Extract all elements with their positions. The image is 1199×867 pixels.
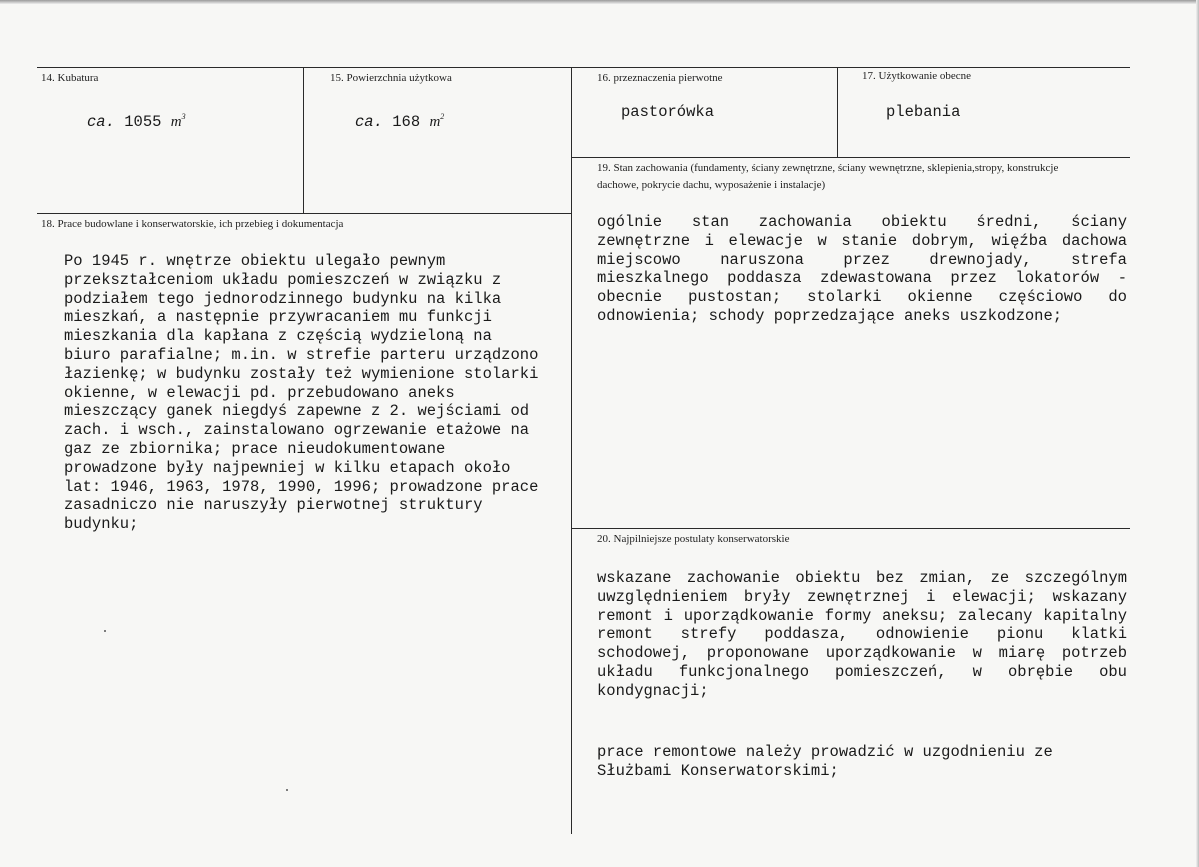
divider-16-17: [837, 67, 838, 157]
center-divider: [571, 67, 572, 834]
divider-14-15: [303, 67, 304, 213]
field-15-prefix: ca.: [355, 113, 383, 131]
field-14-number: 1055: [124, 113, 162, 131]
field-14-value: [87, 108, 186, 132]
field-16-label: 16. przeznaczenia pierwotne: [597, 72, 723, 84]
field-18-label: 18. Prace budowlane i konserwatorskie, ich przebieg i dokumentacja: [41, 218, 344, 230]
field-14-prefix: ca.: [87, 113, 115, 131]
field-17-value: plebania: [886, 103, 961, 121]
field-15-unit: $m^2$: [429, 112, 445, 130]
field-20-text-1: wskazane zachowanie obiektu bez zmian, ze szczególnym uwzględnieniem bryły zewnętrznej i elewacji; wskazany remont i uporządkowanie formy aneksu; zalecany kapitalny remont strefy poddasza, odnowienie pionu klatki schodowej, proponowane uporządkowanie w miarę potrzeb układu funkcjonalnego pomieszczeń, w obrębie obu kondygnacji;: [597, 569, 1127, 700]
field-17-label: 17. Użytkowanie obecne: [862, 70, 972, 82]
scan-edge-top: [0, 0, 1199, 4]
field-18-text: Po 1945 r. wnętrze obiektu ulegało pewnym przekształceniom układu pomieszczeń w związku z podziałem tego jednorodzinnego budynku na kilka mieszkań, a następnie przywracaniem mu funkcji mieszkania dla kapłana z częścią wydzieloną na biuro parafialne; m.in. w strefie parteru urządzono łazienkę; w budynku zostały też wymienione stolarki okienne, w elewacji pd. przebudowano aneks mieszczący ganek niegdyś zapewne z 2. wejściami od zach. i wsch., zainstalowano ogrzewanie etażowe na gaz ze zbiornika; prace nieudokumentowane prowadzone były najpewniej w kilku etapach około lat: 1946, 1963, 1978, 1990, 1996; prowadzone prace zasadniczo nie naruszyły pierwotnej struktury budynku;: [64, 252, 539, 534]
row-divider-right-top: [571, 157, 1130, 158]
field-19-text: ogólnie stan zachowania obiektu średni, ściany zewnętrzne i elewacje w stanie dobrym, więźba dachowa miejscowo naruszona przez drewnojady, strefa mieszkalnego poddasza zdewastowana przez lokatorów - obecnie pustostan; stolarki okienne częściowo do odnowienia; schody poprzedzające aneks uszkodzone;: [597, 213, 1127, 325]
row-divider-right-bottom: [571, 528, 1130, 529]
field-14-label: 14. Kubatura: [41, 72, 99, 84]
field-15-label: 15. Powierzchnia użytkowa: [330, 72, 452, 84]
field-15-number: 168: [392, 113, 421, 131]
scan-speck: [286, 789, 288, 791]
row-divider-left: [37, 213, 571, 214]
field-20-label: 20. Najpilniejsze postulaty konserwatorskie: [597, 533, 790, 545]
field-15-value: [355, 108, 444, 132]
field-14-unit: $m^3$: [170, 112, 186, 130]
field-20-text-2: prace remontowe należy prowadzić w uzgodnieniu ze Służbami Konserwatorskimi;: [597, 743, 1053, 780]
field-19-label: 19. Stan zachowania (fundamenty, ściany zewnętrzne, ściany wewnętrzne, sklepienia,stropy, konstrukcje dachowe, pokrycie dachu, wyposażenie i instalacje): [597, 162, 1059, 191]
scan-speck: [104, 630, 106, 632]
field-16-value: pastorówka: [621, 103, 715, 121]
